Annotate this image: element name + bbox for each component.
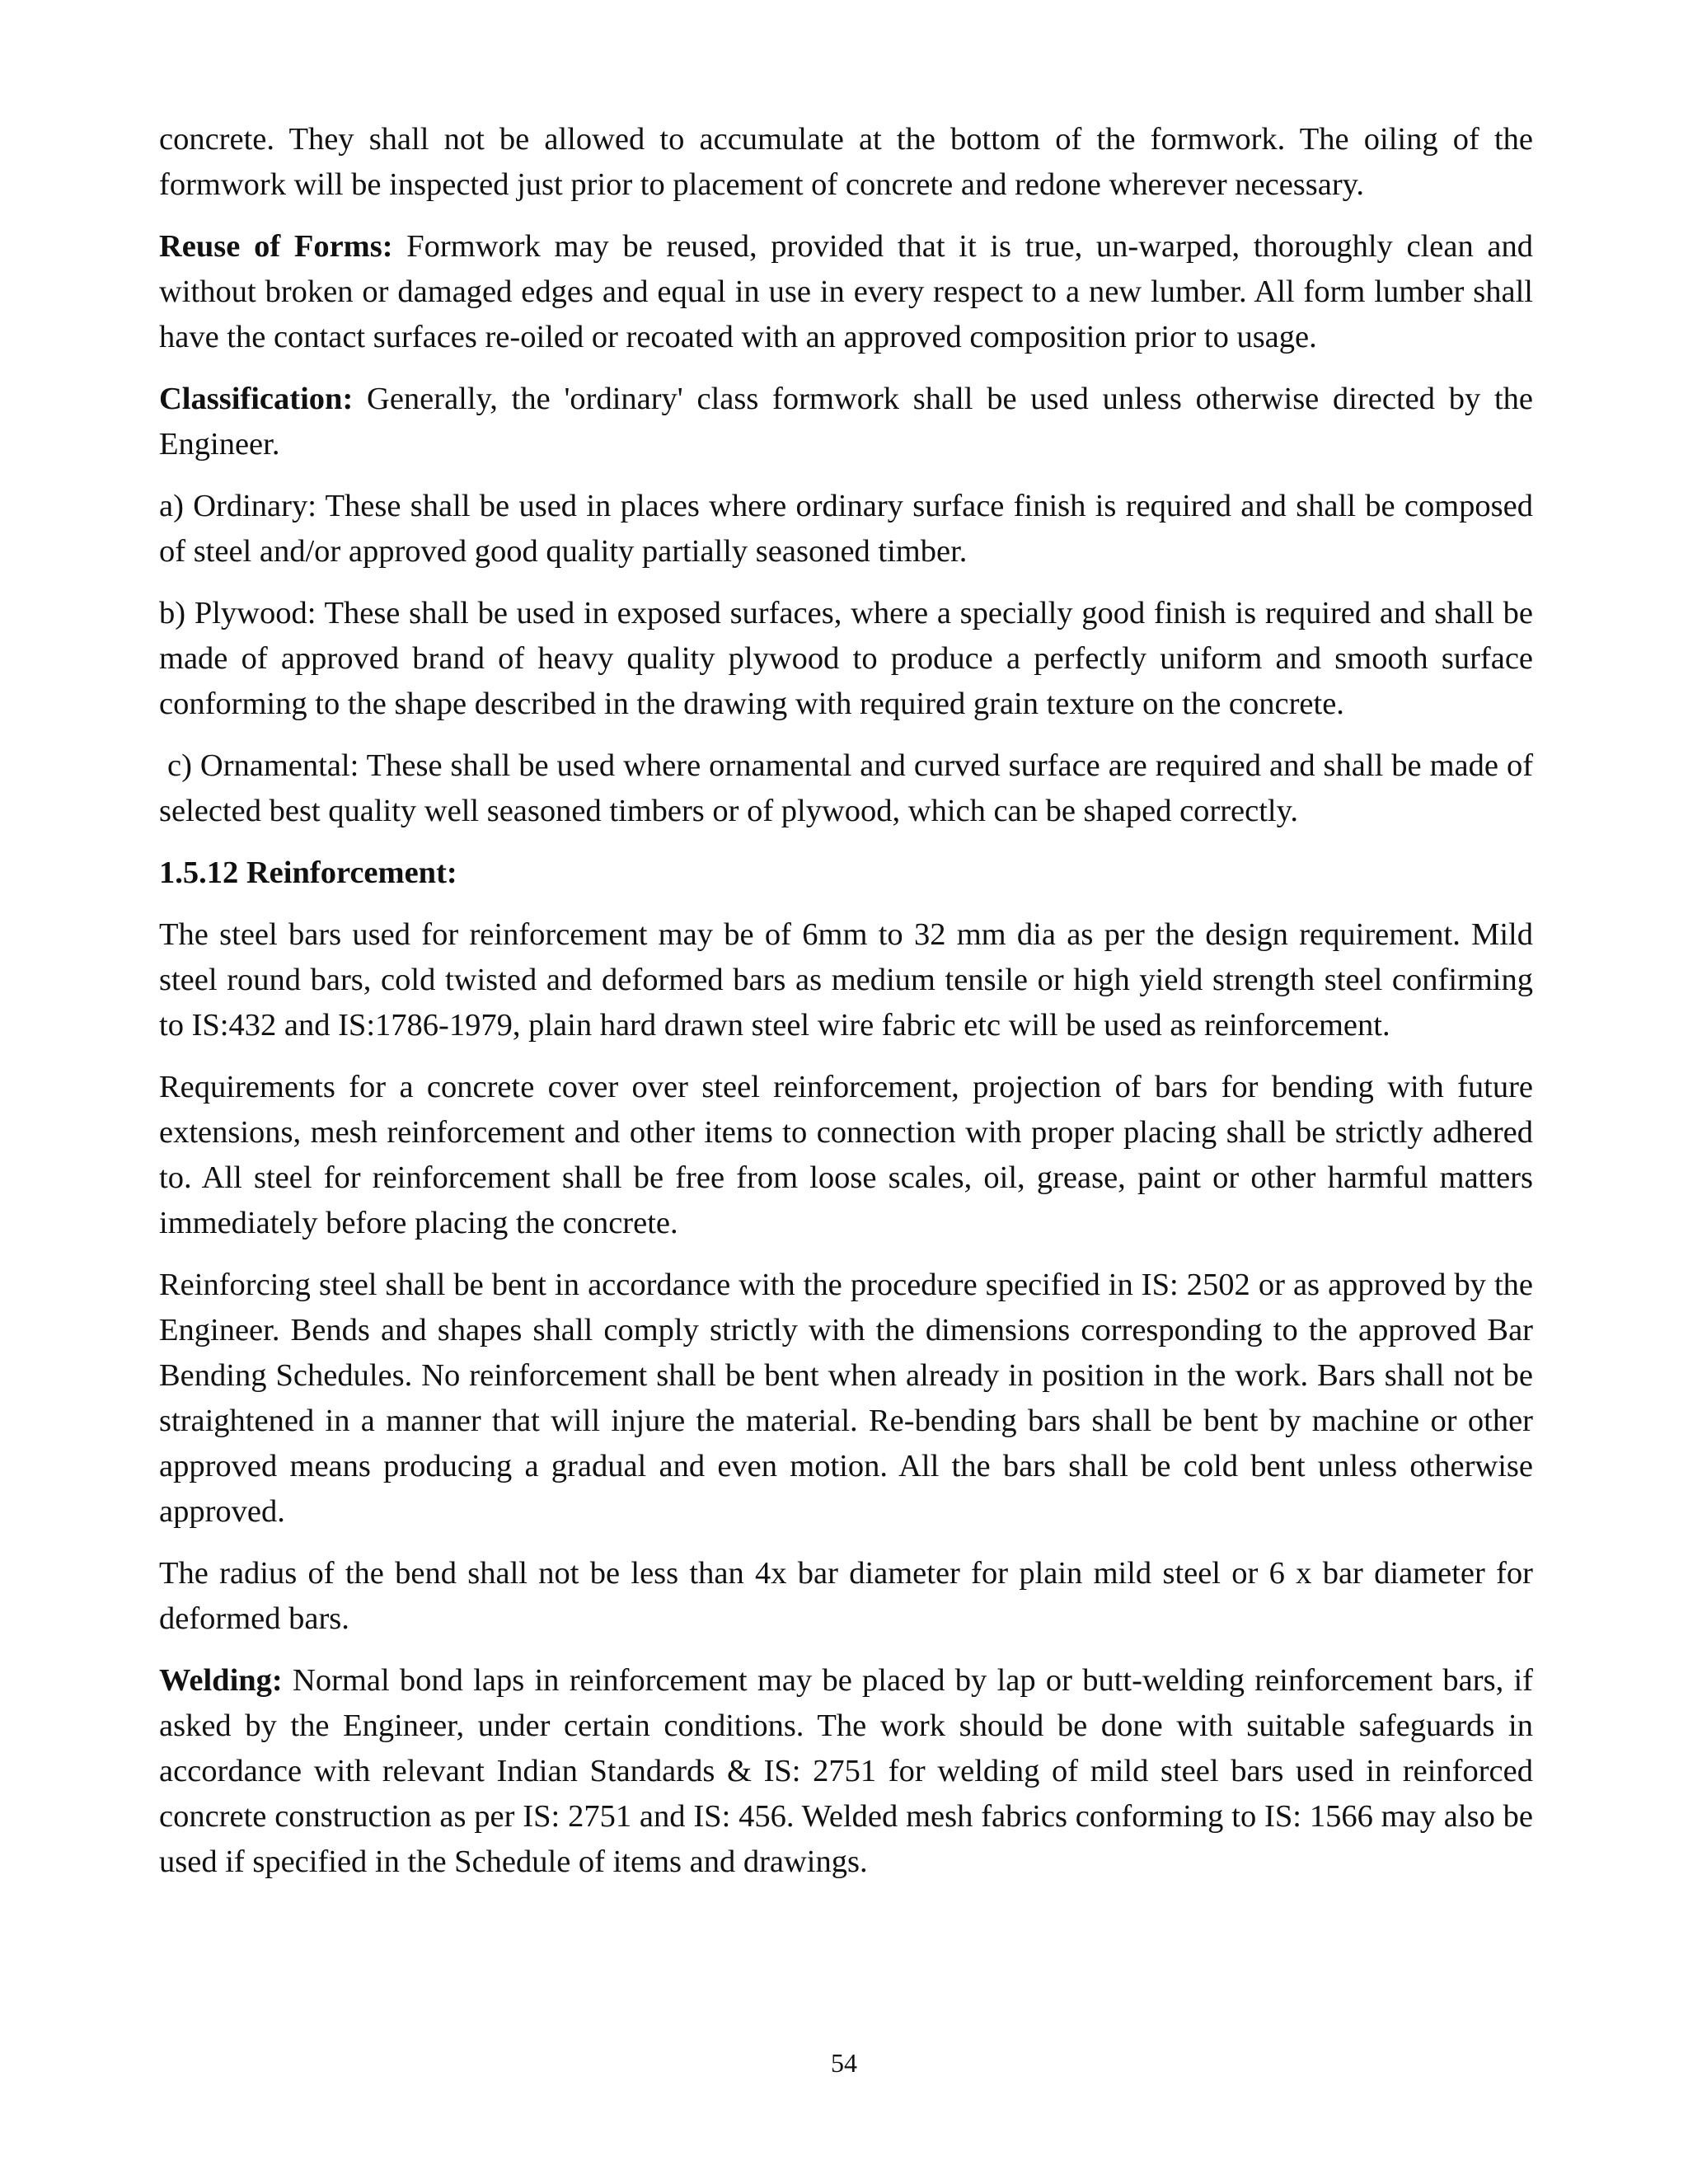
bending-paragraph: Reinforcing steel shall be bent in accordance with the procedure specified in IS: 2502 or as approved by the Engineer. Bends and shapes shall comply strictly with the dimensions corresponding to the approved Bar Bending Schedules. No reinforcement shall be bent when already in position in the work. Bars shall not be straightened in a manner that will injure the material. Re-bending bars shall be bent by machine or other approved means producing a gradual and even motion. All the bars shall be cold bent unless otherwise approved.	[159, 1268, 1533, 1529]
steel-bars-paragraph: The steel bars used for reinforcement may be of 6mm to 32 mm dia as per the design requirement. Mild steel round bars, cold twisted and deformed bars as medium tensile or high yield strength steel confirming to IS:432 and IS:1786-1979, plain hard drawn steel wire fabric etc will be used as reinforcement.	[159, 917, 1533, 1043]
classification-label: Classification:	[159, 382, 354, 416]
welding-paragraph	[159, 1658, 1533, 1885]
page-number: 54	[831, 2048, 857, 2078]
formwork-oiling-paragraph: concrete. They shall not be allowed to accumulate at the bottom of the formwork. The oiling of the formwork will be inspected just prior to placement of concrete and redone wherever necessary.	[159, 122, 1533, 202]
welding-text: Normal bond laps in reinforcement may be placed by lap or butt-welding reinforcement bars, if asked by the Engineer, under certain conditions. The work should be done with suitable safeguards in accordance with relevant Indian Standards & IS: 2751 for welding of mild steel bars used in reinforced concrete construction as per IS: 2751 and IS: 456. Welded mesh fabrics conforming to IS: 1566 may also be used if specified in the Schedule of items and drawings.	[159, 1663, 1533, 1879]
plywood-class-paragraph: b) Plywood: These shall be used in exposed surfaces, where a specially good finish is required and shall be made of approved brand of heavy quality plywood to produce a perfectly uniform and smooth surface conforming to the shape described in the drawing with required grain texture on the concrete.	[159, 596, 1533, 721]
classification-text: Generally, the 'ordinary' class formwork shall be used unless otherwise directed by the Engineer.	[159, 382, 1533, 462]
document-page	[159, 117, 1541, 1901]
bend-radius-paragraph: The radius of the bend shall not be less than 4x bar diameter for plain mild steel or 6 x bar diameter for deformed bars.	[159, 1556, 1533, 1636]
reuse-of-forms-text: Formwork may be reused, provided that it is true, un-warped, thoroughly clean and without broken or damaged edges and equal in use in every respect to a new lumber. All form lumber shall have the contact surfaces re-oiled or recoated with an approved composition prior to usage.	[159, 229, 1533, 354]
reuse-of-forms-paragraph	[159, 224, 1533, 360]
ordinary-class-paragraph: a) Ordinary: These shall be used in places where ordinary surface finish is required and shall be composed of steel and/or approved good quality partially seasoned timber.	[159, 489, 1533, 569]
classification-paragraph	[159, 377, 1533, 467]
concrete-cover-paragraph: Requirements for a concrete cover over steel reinforcement, projection of bars for bending with future extensions, mesh reinforcement and other items to connection with proper placing shall be strictly adhered to. All steel for reinforcement shall be free from loose scales, oil, grease, paint or other harmful matters immediately before placing the concrete.	[159, 1070, 1533, 1240]
reinforcement-section-heading: 1.5.12 Reinforcement:	[159, 855, 457, 890]
ornamental-class-paragraph: c) Ornamental: These shall be used where ornamental and curved surface are required and shall be made of selected best quality well seasoned timbers or of plywood, which can be shaped correctly.	[159, 748, 1541, 828]
reuse-of-forms-label: Reuse of Forms:	[159, 229, 393, 264]
welding-label: Welding:	[159, 1663, 283, 1698]
